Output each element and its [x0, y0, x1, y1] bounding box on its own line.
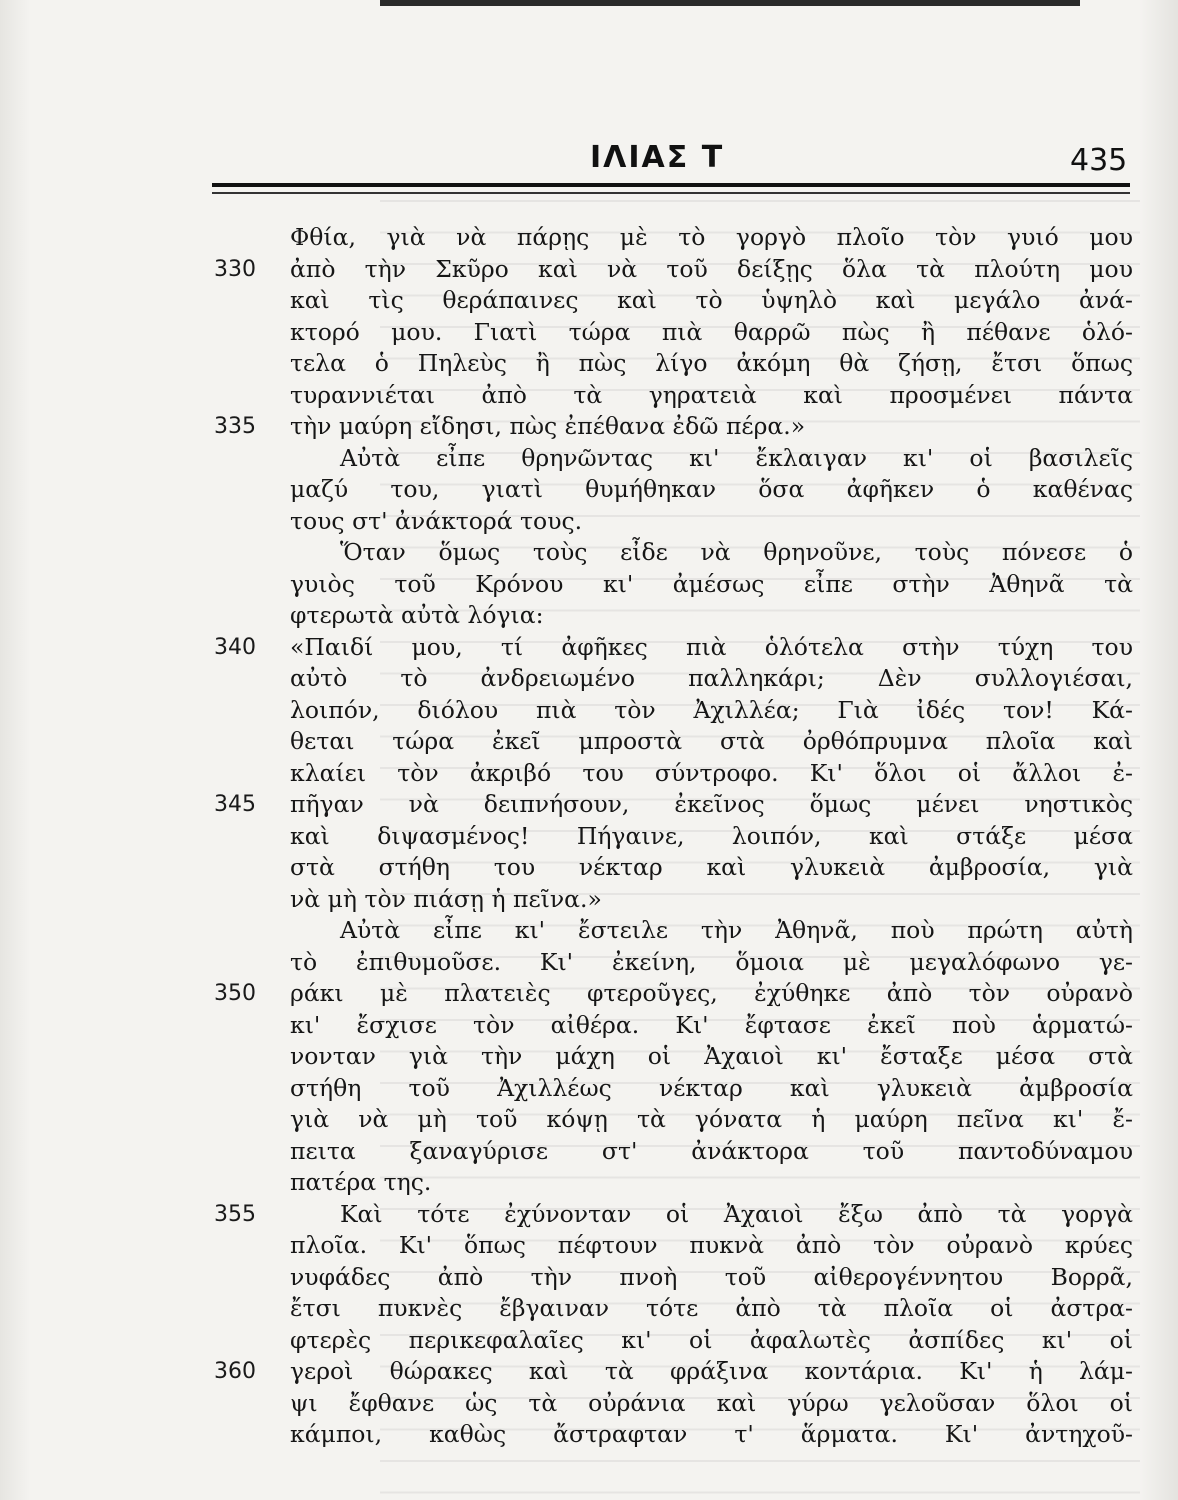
text-line	[0, 915, 1178, 947]
line-text: Αὐτὰ εἶπε θρηνῶντας κι' ἔκλαιγαν κι' οἱ βασιλεῖς	[340, 443, 1133, 472]
text-line	[0, 506, 1178, 538]
line-text: Καὶ τότε ἐχύνονταν οἱ Ἀχαιοὶ ἔξω ἀπὸ τὰ γοργὰ	[340, 1199, 1133, 1228]
line-text: νὰ μὴ τὸν πιάσῃ ἡ πεῖνα.»	[290, 884, 602, 913]
line-text: πειτα ξαναγύρισε στ' ἀνάκτορα τοῦ παντοδύναμου	[290, 1136, 1133, 1165]
text-line	[0, 1356, 1178, 1388]
line-number: 360	[214, 1359, 256, 1384]
text-line	[0, 695, 1178, 727]
text-line	[0, 1230, 1178, 1262]
header-rule-thin	[212, 192, 1130, 194]
text-line	[0, 1293, 1178, 1325]
line-text: γεροὶ θώρακες καὶ τὰ φράξινα κοντάρια. Κι' ἡ λάμ-	[290, 1357, 1133, 1385]
text-line	[0, 1262, 1178, 1294]
text-line	[0, 1136, 1178, 1168]
line-text: κι' ἔσχισε τὸν αἰθέρα. Κι' ἔφτασε ἐκεῖ ποὺ ἁρματώ-	[290, 1010, 1133, 1039]
text-line	[0, 222, 1178, 254]
text-line	[0, 978, 1178, 1010]
line-number: 335	[214, 414, 256, 439]
text-line	[0, 1167, 1178, 1199]
text-line	[0, 632, 1178, 664]
text-line	[0, 443, 1178, 475]
text-line	[0, 884, 1178, 916]
text-line	[0, 947, 1178, 979]
text-line	[0, 726, 1178, 758]
line-text: ἀπὸ τὴν Σκῦρο καὶ νὰ τοῦ δείξῃς ὅλα τὰ πλούτη μου	[290, 254, 1133, 283]
line-text: Ὅταν ὅμως τοὺς εἶδε νὰ θρηνοῦνε, τοὺς πόνεσε ὁ	[340, 538, 1133, 566]
header-rule	[212, 183, 1130, 187]
line-text: ράκι μὲ πλατειὲς φτεροῦγες, ἐχύθηκε ἀπὸ τὸν οὐρανὸ	[290, 979, 1133, 1007]
line-number: 350	[214, 981, 256, 1006]
line-text: στὰ στήθη του νέκταρ καὶ γλυκειὰ ἀμβροσία, γιὰ	[290, 853, 1133, 881]
running-head: ΙΛΙΑΣ Τ	[590, 140, 725, 175]
text-line	[0, 348, 1178, 380]
line-text: καὶ τὶς θεράπαινες καὶ τὸ ὑψηλὸ καὶ μεγάλο ἀνά-	[290, 286, 1133, 314]
line-number: 340	[214, 634, 256, 660]
text-line	[0, 317, 1178, 349]
line-text: φτερωτὰ αὐτὰ λόγια:	[290, 601, 544, 629]
line-text: κάμποι, καθὼς ἄστραφταν τ' ἅρματα. Κι' ἀντηχοῦ-	[290, 1420, 1133, 1448]
text-line	[0, 663, 1178, 695]
line-text: λοιπόν, διόλου πιὰ τὸν Ἀχιλλέα; Γιὰ ἰδές τον! Κά-	[290, 695, 1133, 724]
line-text: κλαίει τὸν ἀκριβό του σύντροφο. Κι' ὅλοι οἱ ἄλλοι ἐ-	[290, 758, 1133, 787]
text-line	[0, 411, 1178, 443]
line-text: «Παιδί μου, τί ἀφῆκες πιὰ ὁλότελα στὴν τύχη του	[290, 632, 1133, 661]
text-line	[0, 1104, 1178, 1136]
top-edge-strip	[380, 0, 1080, 6]
line-text: τους στ' ἀνάκτορά τους.	[290, 506, 583, 535]
text-line	[0, 821, 1178, 853]
line-text: τὴν μαύρη εἴδησι, πὼς ἐπέθανα ἐδῶ πέρα.»	[290, 412, 806, 440]
line-text: στήθη τοῦ Ἀχιλλέως νέκταρ καὶ γλυκειὰ ἀμβροσία	[290, 1073, 1133, 1102]
line-text: Αὐτὰ εἶπε κι' ἔστειλε τὴν Ἀθηνᾶ, ποὺ πρώτη αὐτὴ	[340, 916, 1133, 944]
line-text: αὐτὸ τὸ ἀνδρειωμένο παλληκάρι; Δὲν συλλογιέσαι,	[290, 664, 1133, 692]
text-line	[0, 1199, 1178, 1231]
line-text: Φθία, γιὰ νὰ πάρῃς μὲ τὸ γοργὸ πλοῖο τὸν γυιό μου	[290, 223, 1133, 251]
text-line	[0, 758, 1178, 790]
text-line	[0, 600, 1178, 632]
line-text: γιὰ νὰ μὴ τοῦ κόψῃ τὰ γόνατα ἡ μαύρη πεῖνα κι' ἔ-	[290, 1105, 1133, 1133]
body-text	[0, 222, 1178, 1451]
line-text: ψι ἔφθανε ὡς τὰ οὐράνια καὶ γύρω γελοῦσαν ὅλοι οἱ	[290, 1388, 1133, 1417]
text-line	[0, 1010, 1178, 1042]
text-line	[0, 285, 1178, 317]
line-number: 355	[214, 1201, 256, 1227]
text-line	[0, 1041, 1178, 1073]
text-line	[0, 852, 1178, 884]
line-number: 330	[214, 256, 256, 282]
line-text: φτερὲς περικεφαλαῖες κι' οἱ ἀφαλωτὲς ἀσπίδες κι' οἱ	[290, 1325, 1133, 1354]
text-line	[0, 474, 1178, 506]
line-text: τὸ ἐπιθυμοῦσε. Κι' ἐκείνη, ὅμοια μὲ μεγαλόφωνο γε-	[290, 947, 1133, 976]
line-text: νυφάδες ἀπὸ τὴν πνοὴ τοῦ αἰθερογέννητου Βορρᾶ,	[290, 1262, 1133, 1291]
line-text: γυιὸς τοῦ Κρόνου κι' ἀμέσως εἶπε στὴν Ἀθηνᾶ τὰ	[290, 569, 1133, 598]
text-line	[0, 537, 1178, 569]
text-line	[0, 1325, 1178, 1357]
line-text: μαζύ του, γιατὶ θυμήθηκαν ὅσα ἀφῆκεν ὁ καθένας	[290, 475, 1133, 503]
line-text: καὶ διψασμένος! Πήγαινε, λοιπόν, καὶ στάξε μέσα	[290, 821, 1133, 850]
line-text: κτορό μου. Γιατὶ τώρα πιὰ θαρρῶ πὼς ἢ πέθανε ὁλό-	[290, 317, 1133, 346]
text-line	[0, 1388, 1178, 1420]
text-line	[0, 380, 1178, 412]
line-text: πατέρα της.	[290, 1168, 432, 1196]
line-text: πλοῖα. Κι' ὅπως πέφτουν πυκνὰ ἀπὸ τὸν οὐρανὸ κρύες	[290, 1231, 1133, 1259]
line-text: θεται τώρα ἐκεῖ μπροστὰ στὰ ὀρθόπρυμνα πλοῖα καὶ	[290, 727, 1133, 755]
page-number: 435	[1070, 143, 1128, 178]
line-number: 345	[214, 792, 256, 817]
line-text: τυραννιέται ἀπὸ τὰ γηρατειὰ καὶ προσμένει πάντα	[290, 380, 1133, 409]
text-line	[0, 254, 1178, 286]
line-text: ἔτσι πυκνὲς ἔβγαιναν τότε ἀπὸ τὰ πλοῖα οἱ ἀστρα-	[290, 1294, 1133, 1322]
line-text: πῆγαν νὰ δειπνήσουν, ἐκεῖνος ὅμως μένει νηστικὸς	[290, 790, 1133, 818]
text-line	[0, 1073, 1178, 1105]
line-text: νονταν γιὰ τὴν μάχη οἱ Ἀχαιοὶ κι' ἔσταξε μέσα στὰ	[290, 1042, 1133, 1070]
text-line	[0, 789, 1178, 821]
text-line	[0, 1419, 1178, 1451]
line-text: τελα ὁ Πηλεὺς ἢ πὼς λίγο ἀκόμη θὰ ζήσῃ, ἔτσι ὅπως	[290, 349, 1133, 377]
text-line	[0, 569, 1178, 601]
